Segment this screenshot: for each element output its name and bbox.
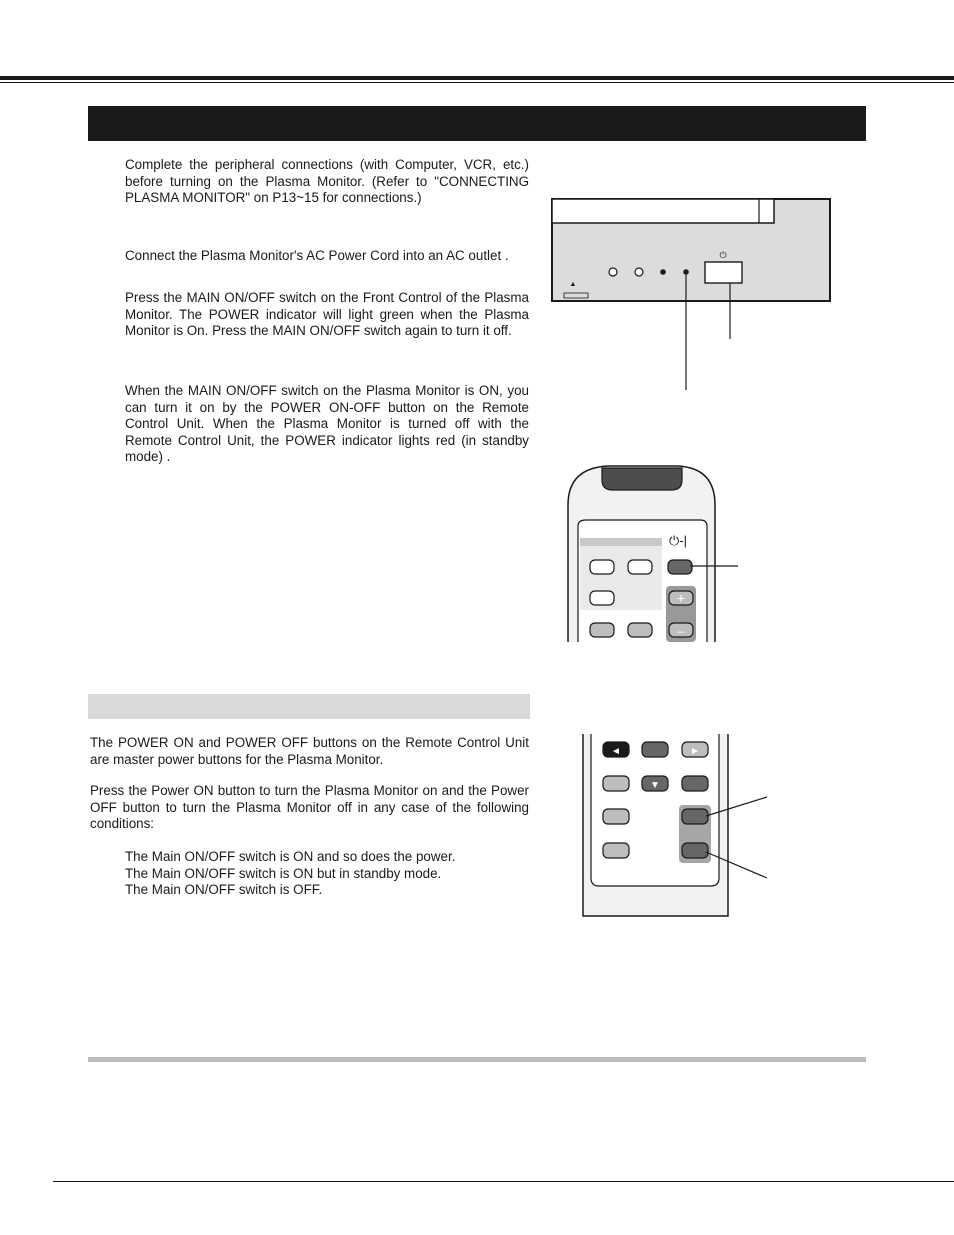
power-on-button: [682, 809, 708, 824]
header-rule-thick: [0, 76, 954, 80]
remote-button: [590, 591, 614, 605]
main-on-off-switch: [705, 262, 742, 283]
remote-ir-window: [602, 468, 682, 490]
remote-button: [642, 742, 668, 757]
remote-top-figure: [560, 460, 760, 645]
condition-item: The Main ON/OFF switch is ON but in standby mode.: [125, 865, 442, 881]
section-title-bar: [88, 106, 866, 141]
step-2-text: Connect the Plasma Monitor's AC Power Cord into an AC outlet .: [125, 248, 509, 263]
plus-label: +: [676, 590, 686, 606]
step-4-text: When the MAIN ON/OFF switch on the Plasma Monitor is ON, you can turn it on by the POWER ON-OFF button on the Remote Control Unit. When the Plasma Monitor is turned off with the Remote Control Unit, the POWER indicator lights red (in standby mode) .: [125, 383, 529, 464]
sub-paragraph-2: Press the Power ON button to turn the Plasma Monitor on and the Power OFF button to turn the Plasma Monitor off in any case of the following conditions:: [90, 783, 529, 831]
down-arrow-label: ▼: [650, 780, 660, 791]
remote-button: [603, 776, 629, 791]
step-3-text: Press the MAIN ON/OFF switch on the Front Control of the Plasma Monitor. The POWER indicator will light green when the Plasma Monitor is On. Press the MAIN ON/OFF switch again to turn it off.: [125, 290, 529, 338]
indicator-3: [660, 269, 666, 275]
condition-item: The Main ON/OFF switch is ON and so does the power.: [125, 849, 456, 864]
up-marker: ▲: [569, 281, 577, 288]
power-on-off-button: [668, 560, 692, 574]
condition-item: The Main ON/OFF switch is OFF.: [125, 882, 323, 897]
subsection-title-bar: [88, 694, 530, 719]
remote-button: [590, 623, 614, 637]
power-off-button: [682, 843, 708, 858]
left-arrow-label: ◄: [611, 746, 621, 757]
monitor-screen-edge: [552, 199, 774, 223]
section-end-bar: [88, 1057, 866, 1062]
sub-paragraph-1: The POWER ON and POWER OFF buttons on the Remote Control Unit are master power buttons for the Plasma Monitor.: [90, 735, 529, 767]
indicator-2: [635, 268, 643, 276]
power-glyph-label: ⏻: [719, 250, 727, 260]
front-control-figure: [545, 192, 845, 397]
remote-button: [628, 560, 652, 574]
remote-button: [603, 843, 629, 858]
power-indicator: [683, 269, 689, 275]
indicator-1: [609, 268, 617, 276]
remote-button: [682, 776, 708, 791]
right-arrow-label: ►: [690, 746, 700, 757]
remote-button: [628, 623, 652, 637]
remote-button: [590, 560, 614, 574]
remote-button: [603, 809, 629, 824]
minus-label: –: [677, 624, 685, 638]
header-rule-thin: [0, 82, 954, 83]
remote-bottom-figure: [575, 730, 775, 920]
conditions-list: [125, 849, 529, 899]
step-1-text: Complete the peripheral connections (with Computer, VCR, etc.) before turning on the Plasma Monitor. (Refer to "CONNECTING PLASMA MONITOR" on P13~15 for connections.): [125, 157, 529, 205]
footer-rule: [53, 1181, 954, 1182]
power-on-off-label: ⏻-|: [669, 533, 687, 548]
